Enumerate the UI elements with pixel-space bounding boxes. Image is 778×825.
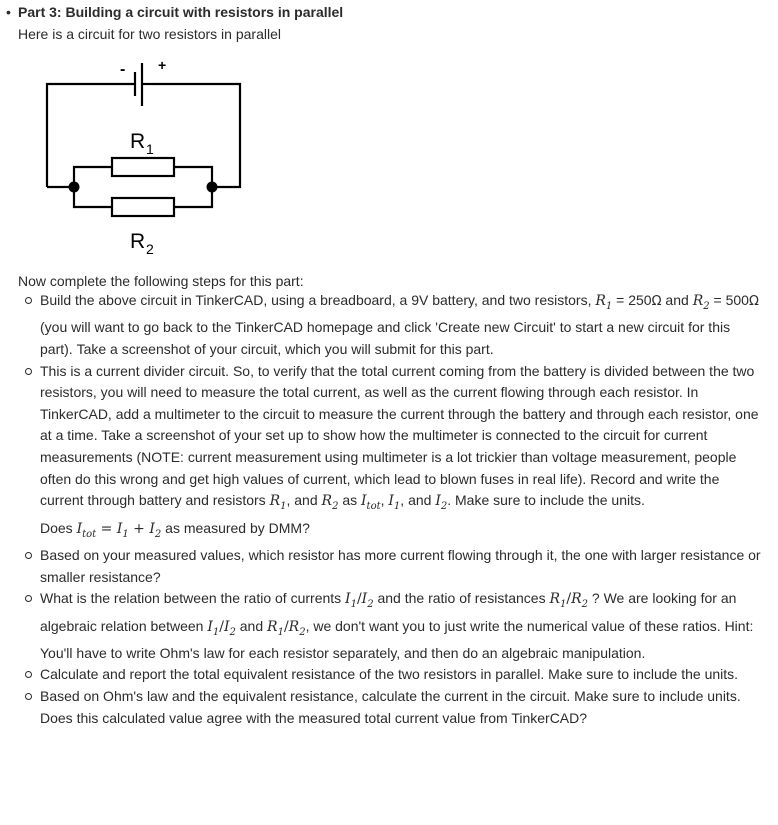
circle-bullet-icon <box>25 595 32 602</box>
circle-bullet-icon <box>25 693 32 700</box>
wire-left <box>47 84 135 187</box>
circle-bullet-icon <box>25 671 32 678</box>
step-measure-current: This is a current divider circuit. So, to verify that the total current coming from the battery is divided between the two resistors, you will need to measure the total current, as well as the current flowing through each resistor. In TinkerCAD, add a multimeter to the circuit to measure the current through the battery and through each resistor, one at a time. Take a screenshot of your set up to show how the multimeter is connected to the circuit for current measurements (NOTE: current measurement using multimeter is a lot trickier than voltage measurement, people often do this wrong and get high values of current, which lead to blown fuses in real life). Record and write the current through battery and resistors $R_1$, and $R_2$ as $I_{tot}$, $I_1$, and $I_2$. Make sure to include the units. Does $I_{tot} = I_1 + I_2$ as measured by DMM? <box>22 361 762 545</box>
bullet-icon: • <box>6 4 11 20</box>
step-compare-currents: Based on your measured values, which resistor has more current flowing through it, the one with larger resistance or smaller resistance? <box>22 545 762 588</box>
step-ratio-relation: What is the relation between the ratio of currents $I_1/I_2$ and the ratio of resistances $R_1/R_2$ ? We are looking for an algebraic relation between $I_1/I_2$ and $R_1/R_2$, we don't want you to just write the numerical value of these ratios. Hint: You'll have to write Ohm's law for each resistor separately, and then do an algebraic manipulation. <box>22 588 762 664</box>
battery-minus-label: - <box>120 61 126 78</box>
wire-branch-right <box>174 167 212 207</box>
wire-right <box>152 84 240 187</box>
r2-label: R <box>130 230 146 253</box>
wire-branch-bottom-left <box>74 187 112 207</box>
circle-bullet-icon <box>25 368 32 375</box>
agreement-question: Does this calculated value agree with the measured total current value from TinkerCAD? <box>40 709 588 726</box>
r1-label-sub: 1 <box>146 141 154 157</box>
resistor-r2 <box>112 198 174 216</box>
part-title: Part 3: Building a circuit with resistors in parallel <box>18 4 344 20</box>
part-heading <box>6 3 343 21</box>
steps-intro: Now complete the following steps for this part: <box>18 273 304 289</box>
circle-bullet-icon <box>25 552 32 559</box>
wire-branch-top-left <box>74 167 112 187</box>
node-left <box>69 182 80 193</box>
node-right <box>207 182 218 193</box>
r2-label-sub: 2 <box>146 241 154 257</box>
r1-label: R <box>130 130 146 153</box>
part-intro: Here is a circuit for two resistors in parallel <box>18 26 281 42</box>
resistor-r1 <box>112 158 174 176</box>
circle-bullet-icon <box>25 297 32 304</box>
steps-list <box>22 290 762 729</box>
battery-plus-label: + <box>158 57 167 73</box>
step-ohms-law-current: Based on Ohm's law and the equivalent resistance, calculate the current in the circuit. Make sure to include units. Does this calculated value agree with the measured total current value from TinkerCAD? <box>22 686 762 729</box>
kcl-question: Does $I_{tot} = I_1 + I_2$ as measured by DMM? <box>40 519 310 540</box>
parallel-circuit-diagram <box>40 52 245 257</box>
step-build-circuit: Build the above circuit in TinkerCAD, using a breadboard, a 9V battery, and two resistors, $R_1 = 250\Omega$ and $R_2 = 500\Omega$ (you will want to go back to the TinkerCAD homepage and click 'Create new Circuit' to start a new circuit for this part). Take a screenshot of your circuit, which you will submit for this part. <box>22 290 762 361</box>
step-equivalent-resistance: Calculate and report the total equivalent resistance of the two resistors in parallel. Make sure to include the units. <box>22 664 762 686</box>
